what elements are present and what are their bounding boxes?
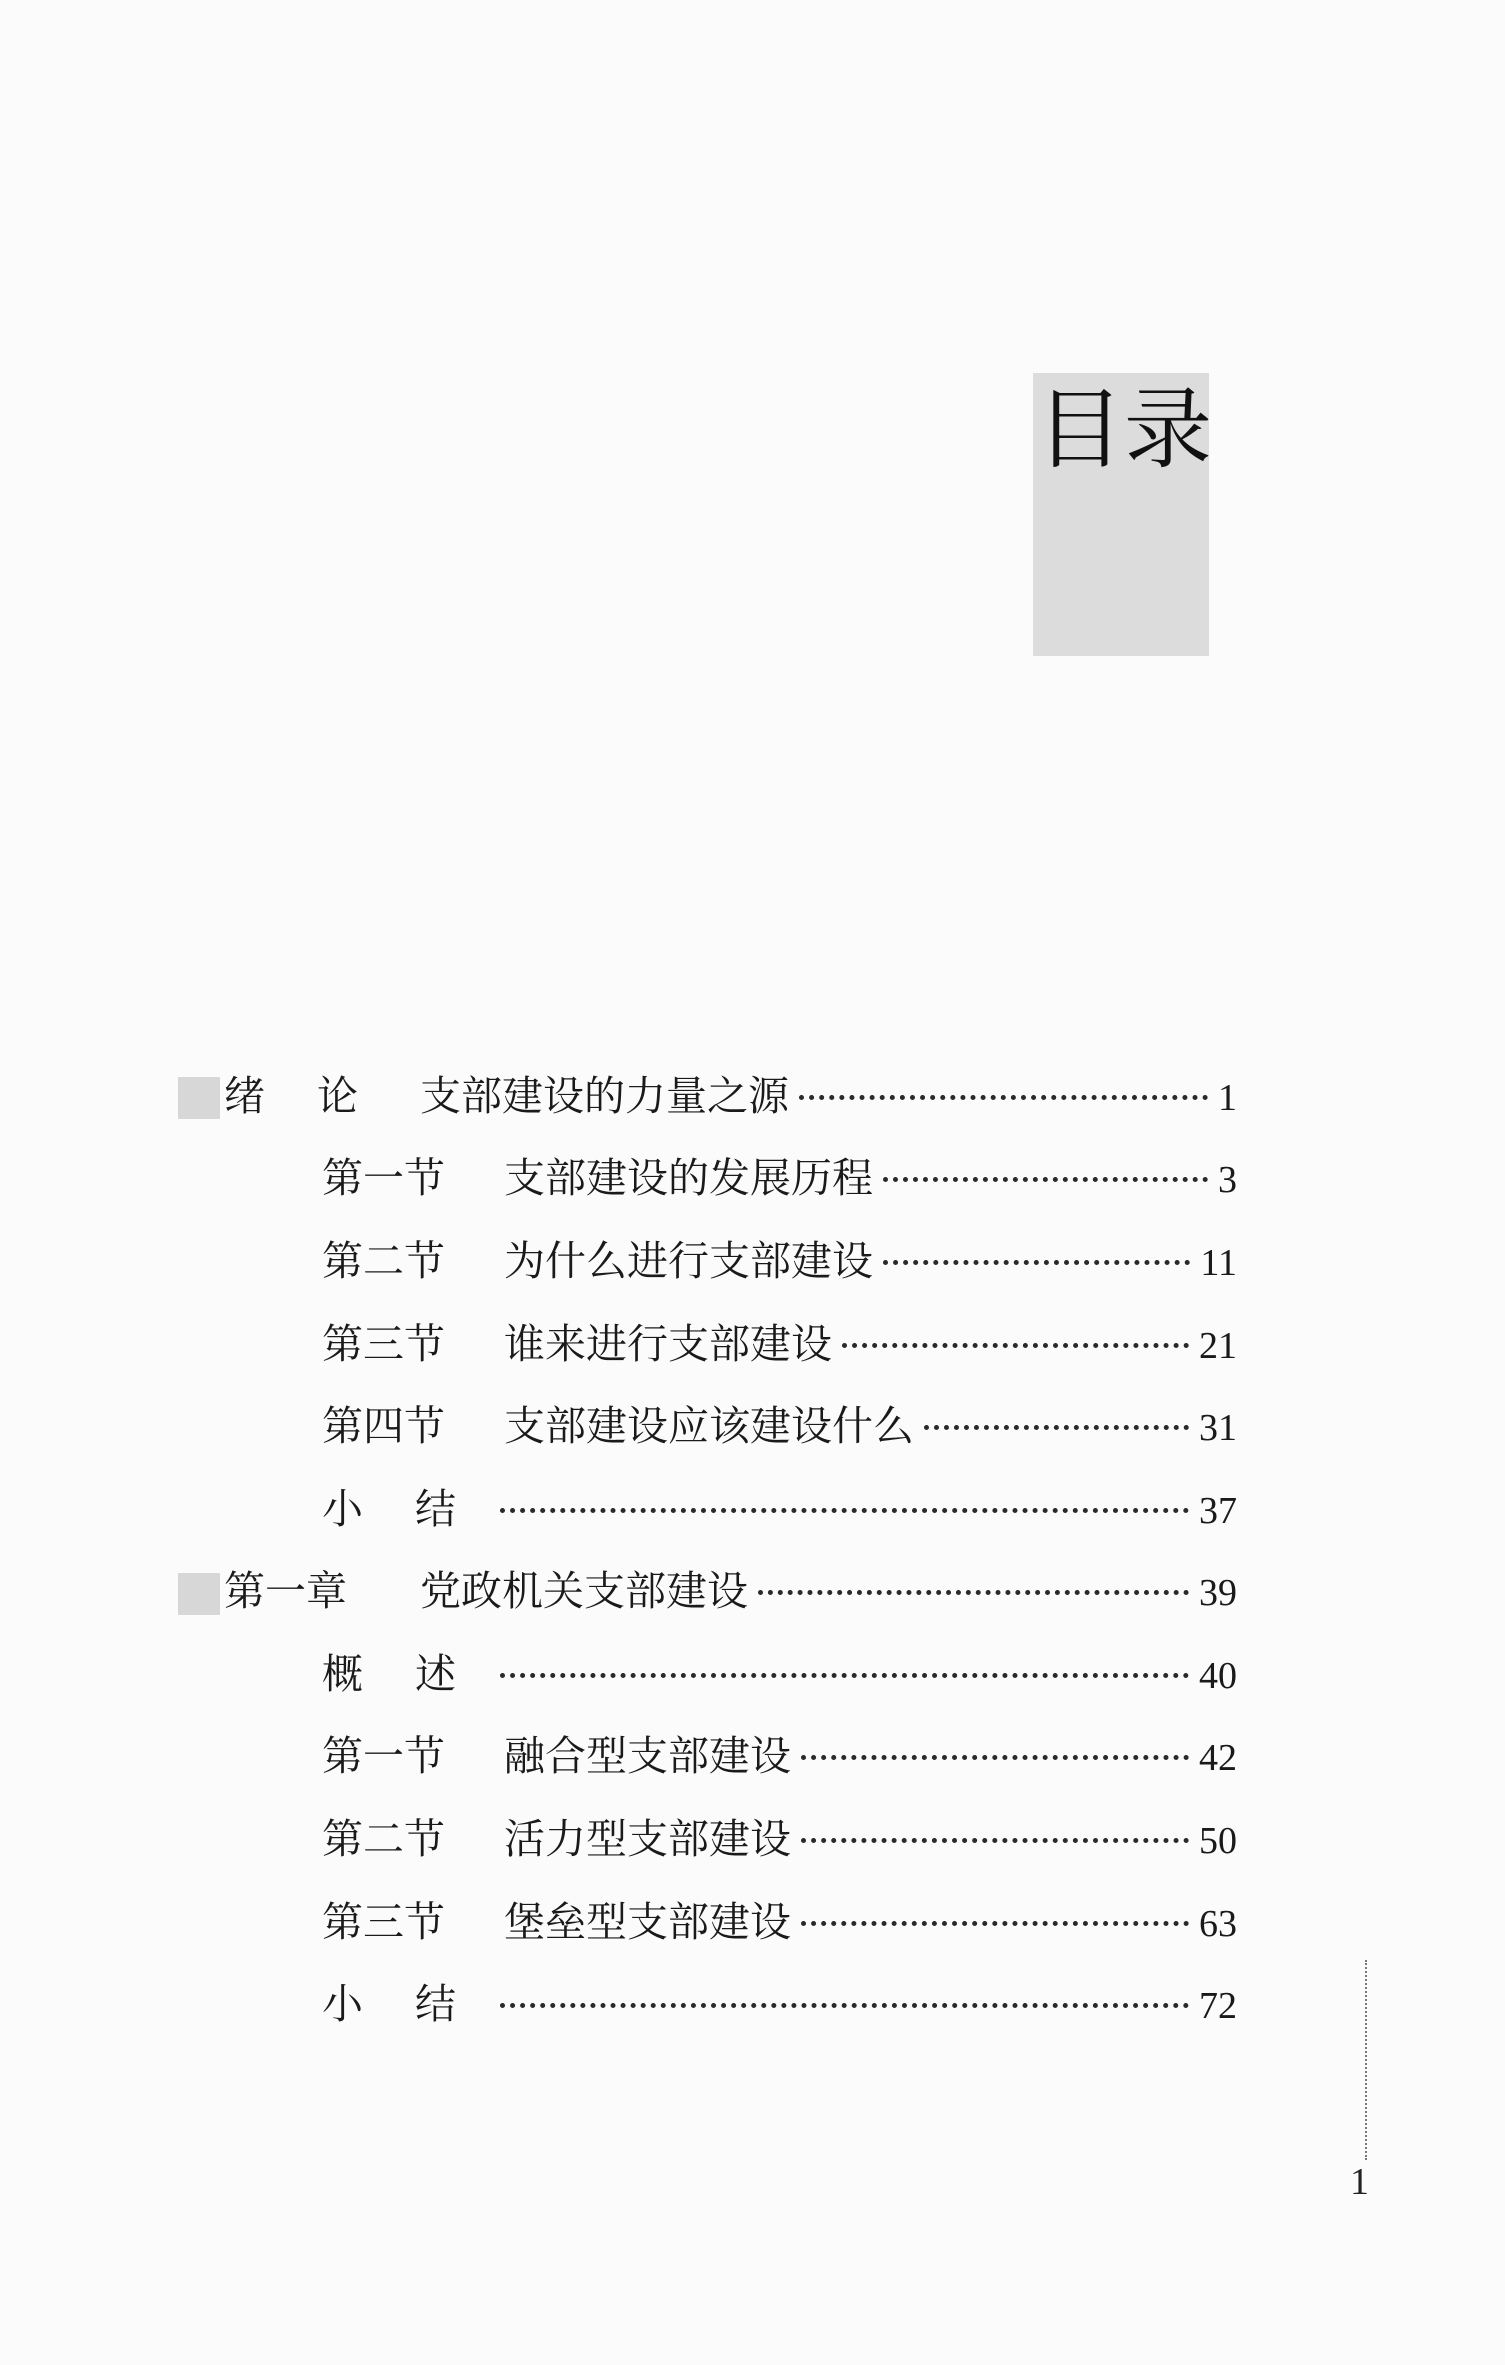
toc-entry[interactable] bbox=[322, 1481, 1237, 1537]
toc-entry[interactable] bbox=[224, 1068, 1237, 1124]
toc-entry-page: 31 bbox=[1199, 1407, 1237, 1449]
toc-entry-page: 72 bbox=[1199, 1985, 1237, 2027]
toc-entry-page: 37 bbox=[1199, 1490, 1237, 1532]
toc-entry-page: 50 bbox=[1199, 1820, 1237, 1862]
toc-entry-label: 第二节 bbox=[322, 1237, 445, 1285]
dot-leader bbox=[799, 1095, 1208, 1100]
toc-entry-label: 第一节 bbox=[322, 1732, 445, 1780]
toc-entry-label: 第四节 bbox=[322, 1402, 445, 1450]
toc-entry-page: 39 bbox=[1199, 1572, 1237, 1614]
toc-entry-label: 概述 bbox=[322, 1650, 508, 1698]
toc-entry-label: 小结 bbox=[322, 1485, 508, 1533]
toc-entry-page: 3 bbox=[1218, 1159, 1237, 1201]
toc-entry-label: 小结 bbox=[322, 1980, 508, 2028]
toc-entry-title: 为什么进行支部建设 bbox=[504, 1237, 873, 1285]
toc-entry-page: 1 bbox=[1218, 1077, 1237, 1119]
toc-entry[interactable] bbox=[322, 1233, 1237, 1289]
toc-entry-title: 支部建设的发展历程 bbox=[504, 1154, 873, 1202]
dot-leader bbox=[842, 1343, 1189, 1348]
page-title: 目录 bbox=[1036, 378, 1213, 481]
toc-entry-page: 21 bbox=[1199, 1325, 1237, 1367]
toc-entry-title: 党政机关支部建设 bbox=[420, 1567, 748, 1615]
toc-entry-title: 融合型支部建设 bbox=[504, 1732, 791, 1780]
toc-entry-page: 40 bbox=[1199, 1655, 1237, 1697]
dot-leader bbox=[924, 1425, 1189, 1430]
toc-entry[interactable] bbox=[322, 1398, 1237, 1454]
toc-entry[interactable] bbox=[322, 1646, 1237, 1702]
toc-entry-label: 第一节 bbox=[322, 1154, 445, 1202]
toc-entry-page: 63 bbox=[1199, 1903, 1237, 1945]
toc-entry-label: 第三节 bbox=[322, 1320, 445, 1368]
dot-leader bbox=[500, 2003, 1189, 2008]
chapter-marker bbox=[178, 1077, 220, 1119]
toc-entry[interactable] bbox=[322, 1150, 1237, 1206]
toc-entry-title: 谁来进行支部建设 bbox=[504, 1320, 832, 1368]
dot-leader bbox=[883, 1177, 1208, 1182]
toc-entry-title: 支部建设的力量之源 bbox=[420, 1072, 789, 1120]
dot-leader bbox=[883, 1260, 1190, 1265]
margin-dotted-rule bbox=[1365, 1960, 1367, 2160]
toc-entry[interactable] bbox=[322, 1976, 1237, 2032]
toc-entry-label: 第一章 bbox=[224, 1567, 347, 1615]
dot-leader bbox=[500, 1508, 1189, 1513]
toc-entry-label: 绪论 bbox=[224, 1072, 410, 1120]
dot-leader bbox=[801, 1838, 1189, 1843]
dot-leader bbox=[500, 1673, 1189, 1678]
toc-entry[interactable] bbox=[322, 1316, 1237, 1372]
toc-entry[interactable] bbox=[224, 1563, 1237, 1619]
dot-leader bbox=[758, 1590, 1189, 1595]
toc-entry-title: 支部建设应该建设什么 bbox=[504, 1402, 914, 1450]
toc-entry-label: 第二节 bbox=[322, 1815, 445, 1863]
toc-entry-page: 42 bbox=[1199, 1737, 1237, 1779]
toc-entry[interactable] bbox=[322, 1894, 1237, 1950]
toc-entry[interactable] bbox=[322, 1811, 1237, 1867]
dot-leader bbox=[801, 1755, 1189, 1760]
toc-entry-page: 11 bbox=[1200, 1242, 1237, 1284]
dot-leader bbox=[801, 1921, 1189, 1926]
toc-entry-label: 第三节 bbox=[322, 1898, 445, 1946]
toc-entry[interactable] bbox=[322, 1728, 1237, 1784]
toc-entry-title: 活力型支部建设 bbox=[504, 1815, 791, 1863]
toc-entry-title: 堡垒型支部建设 bbox=[504, 1898, 791, 1946]
page-number: 1 bbox=[1350, 2161, 1369, 2203]
chapter-marker bbox=[178, 1573, 220, 1615]
